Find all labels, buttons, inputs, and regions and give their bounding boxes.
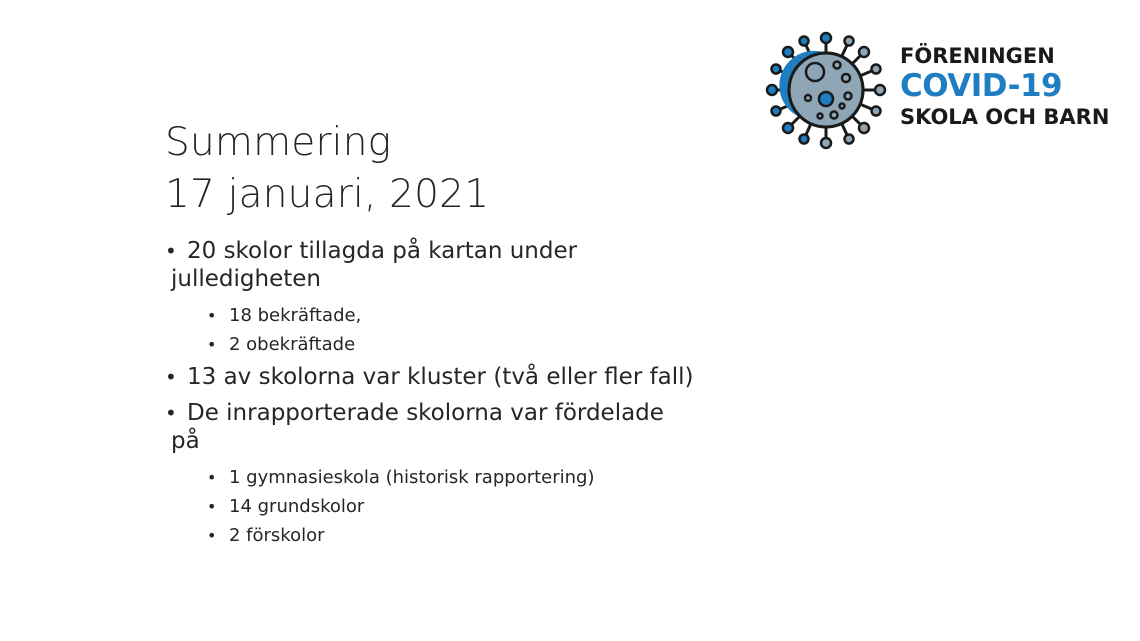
bullet-item: [165, 363, 725, 391]
sub-bullet-list: [165, 301, 725, 359]
logo-line-3: SKOLA OCH BARN: [900, 105, 1110, 129]
bullet-text: • De inrapporterade skolorna var fördelade: [187, 400, 664, 426]
logo-line-2: COVID-19: [900, 68, 1063, 104]
title-line-2: 17 januari, 2021: [165, 172, 490, 217]
bullet-item: [165, 399, 725, 455]
title-line-1: Summering: [165, 120, 392, 165]
sub-bullet-item: • 2 obekräftade: [207, 330, 725, 359]
sub-bullet-list: [165, 463, 725, 550]
bullet-text: • 20 skolor tillagda på kartan under: [187, 238, 578, 264]
bullet-item: [165, 237, 725, 293]
sub-bullet-item: • 18 bekräftade,: [207, 301, 725, 330]
bullet-list: [165, 237, 725, 554]
virus-icon: [762, 28, 892, 156]
logo-text: [900, 44, 1109, 130]
sub-bullet-item: • 14 grundskolor: [207, 492, 725, 521]
bullet-text-continued: julledigheten: [171, 266, 321, 292]
bullet-text-continued: på: [171, 428, 200, 454]
logo-line-1: FÖRENINGEN: [900, 44, 1055, 68]
organization-logo: [762, 28, 1112, 156]
slide-title: [165, 117, 489, 221]
sub-bullet-item: • 2 förskolor: [207, 521, 725, 550]
sub-bullet-item: • 1 gymnasieskola (historisk rapportering): [207, 463, 725, 492]
bullet-text: • 13 av skolorna var kluster (två eller fler fall): [187, 364, 694, 390]
